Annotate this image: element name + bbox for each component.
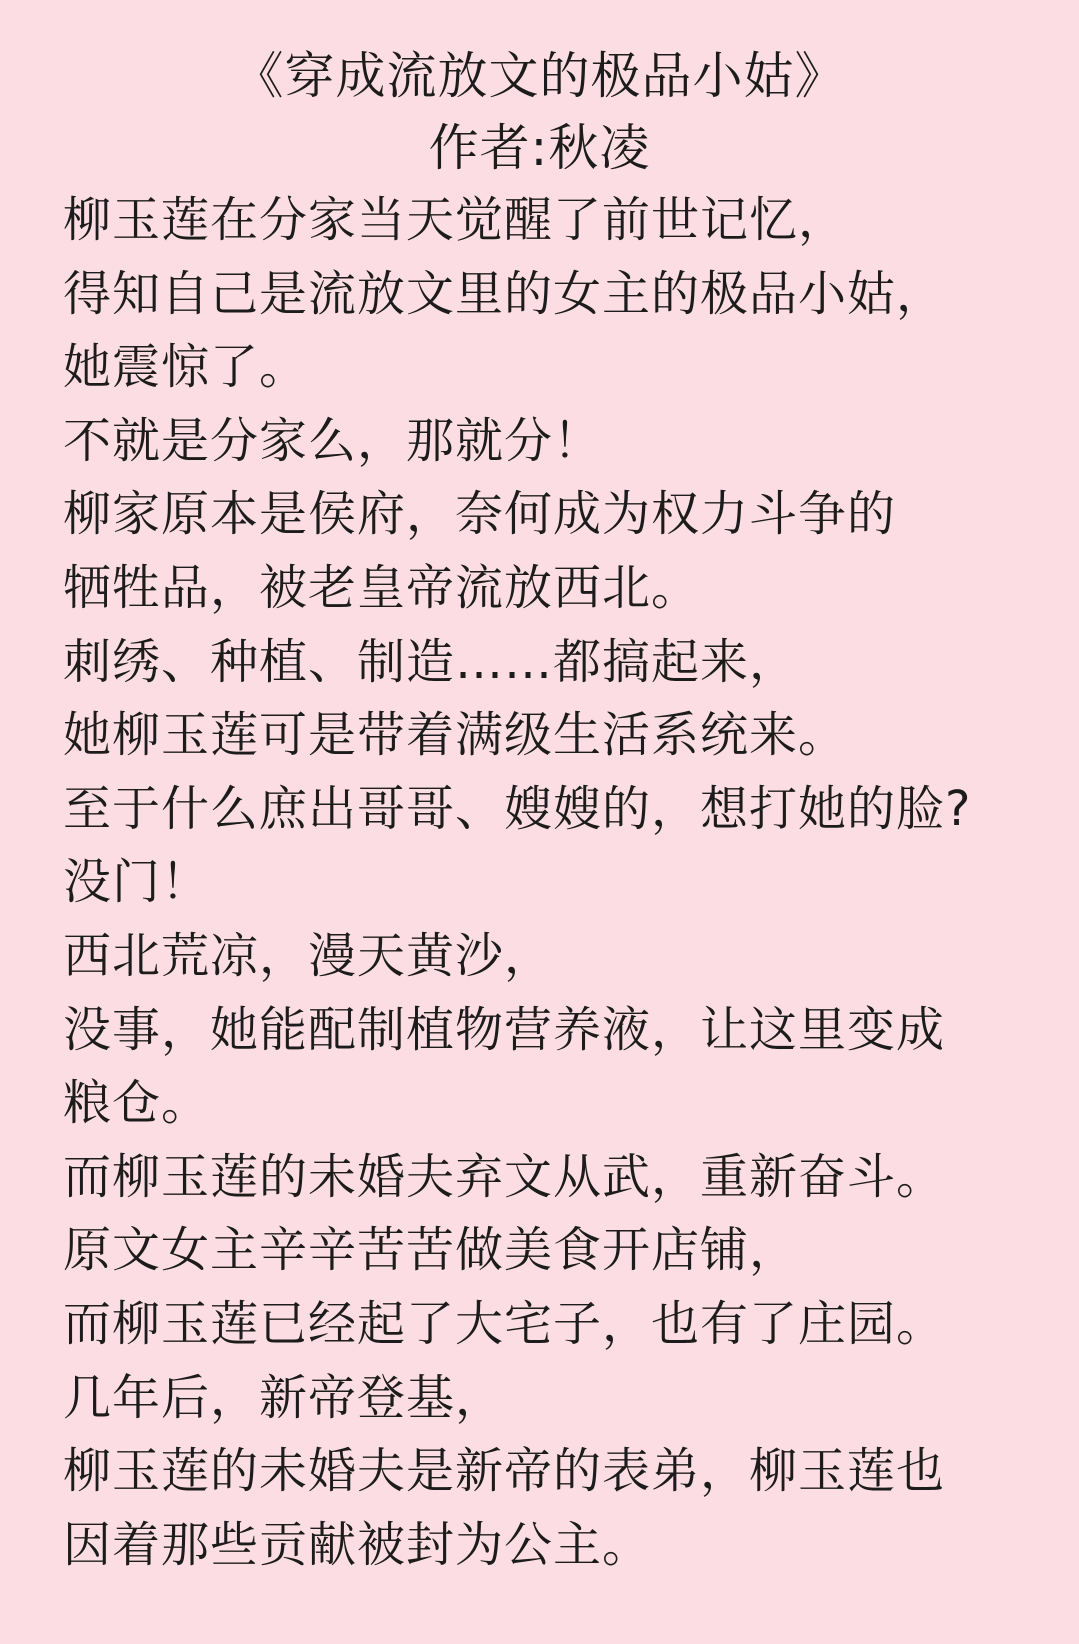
synopsis-line: 因着那些贡献被封为公主。 [63,1516,652,1573]
synopsis-line: 原文女主辛辛苦苦做美食开店铺， [63,1222,799,1279]
book-title: 《穿成流放文的极品小姑》 [233,47,846,105]
synopsis-line: 没门！ [63,854,211,911]
synopsis-line: 刺绣、种植、制造……都搞起来， [63,633,799,690]
synopsis-line: 柳家原本是侯府，奈何成为权力斗争的 [63,486,897,543]
synopsis-line: 至于什么庶出哥哥、嫂嫂的，想打她的脸? [63,780,972,837]
synopsis-line: 而柳玉莲已经起了大宅子，也有了庄园。 [63,1295,946,1352]
synopsis-line: 粮仓。 [63,1075,211,1132]
synopsis-line: 柳玉莲的未婚夫是新帝的表弟，柳玉莲也 [63,1443,946,1500]
synopsis-line: 牺牲品，被老皇帝流放西北。 [63,559,701,616]
book-author: 作者:秋凌 [428,119,651,177]
synopsis-line: 而柳玉莲的未婚夫弃文从武，重新奋斗。 [63,1148,946,1205]
synopsis-line: 西北荒凉，漫天黄沙， [63,927,554,984]
synopsis-line: 得知自己是流放文里的女主的极品小姑， [63,265,946,322]
synopsis-line: 她柳玉莲可是带着满级生活系统来。 [63,707,848,764]
synopsis-line: 柳玉莲在分家当天觉醒了前世记忆， [63,192,848,248]
synopsis-line: 她震惊了。 [63,339,309,396]
synopsis-line: 没事，她能配制植物营养液，让这里变成 [63,1001,946,1058]
synopsis-line: 几年后，新帝登基， [63,1369,505,1426]
synopsis-text [0,184,1079,1582]
synopsis-line: 不就是分家么，那就分！ [63,412,603,469]
